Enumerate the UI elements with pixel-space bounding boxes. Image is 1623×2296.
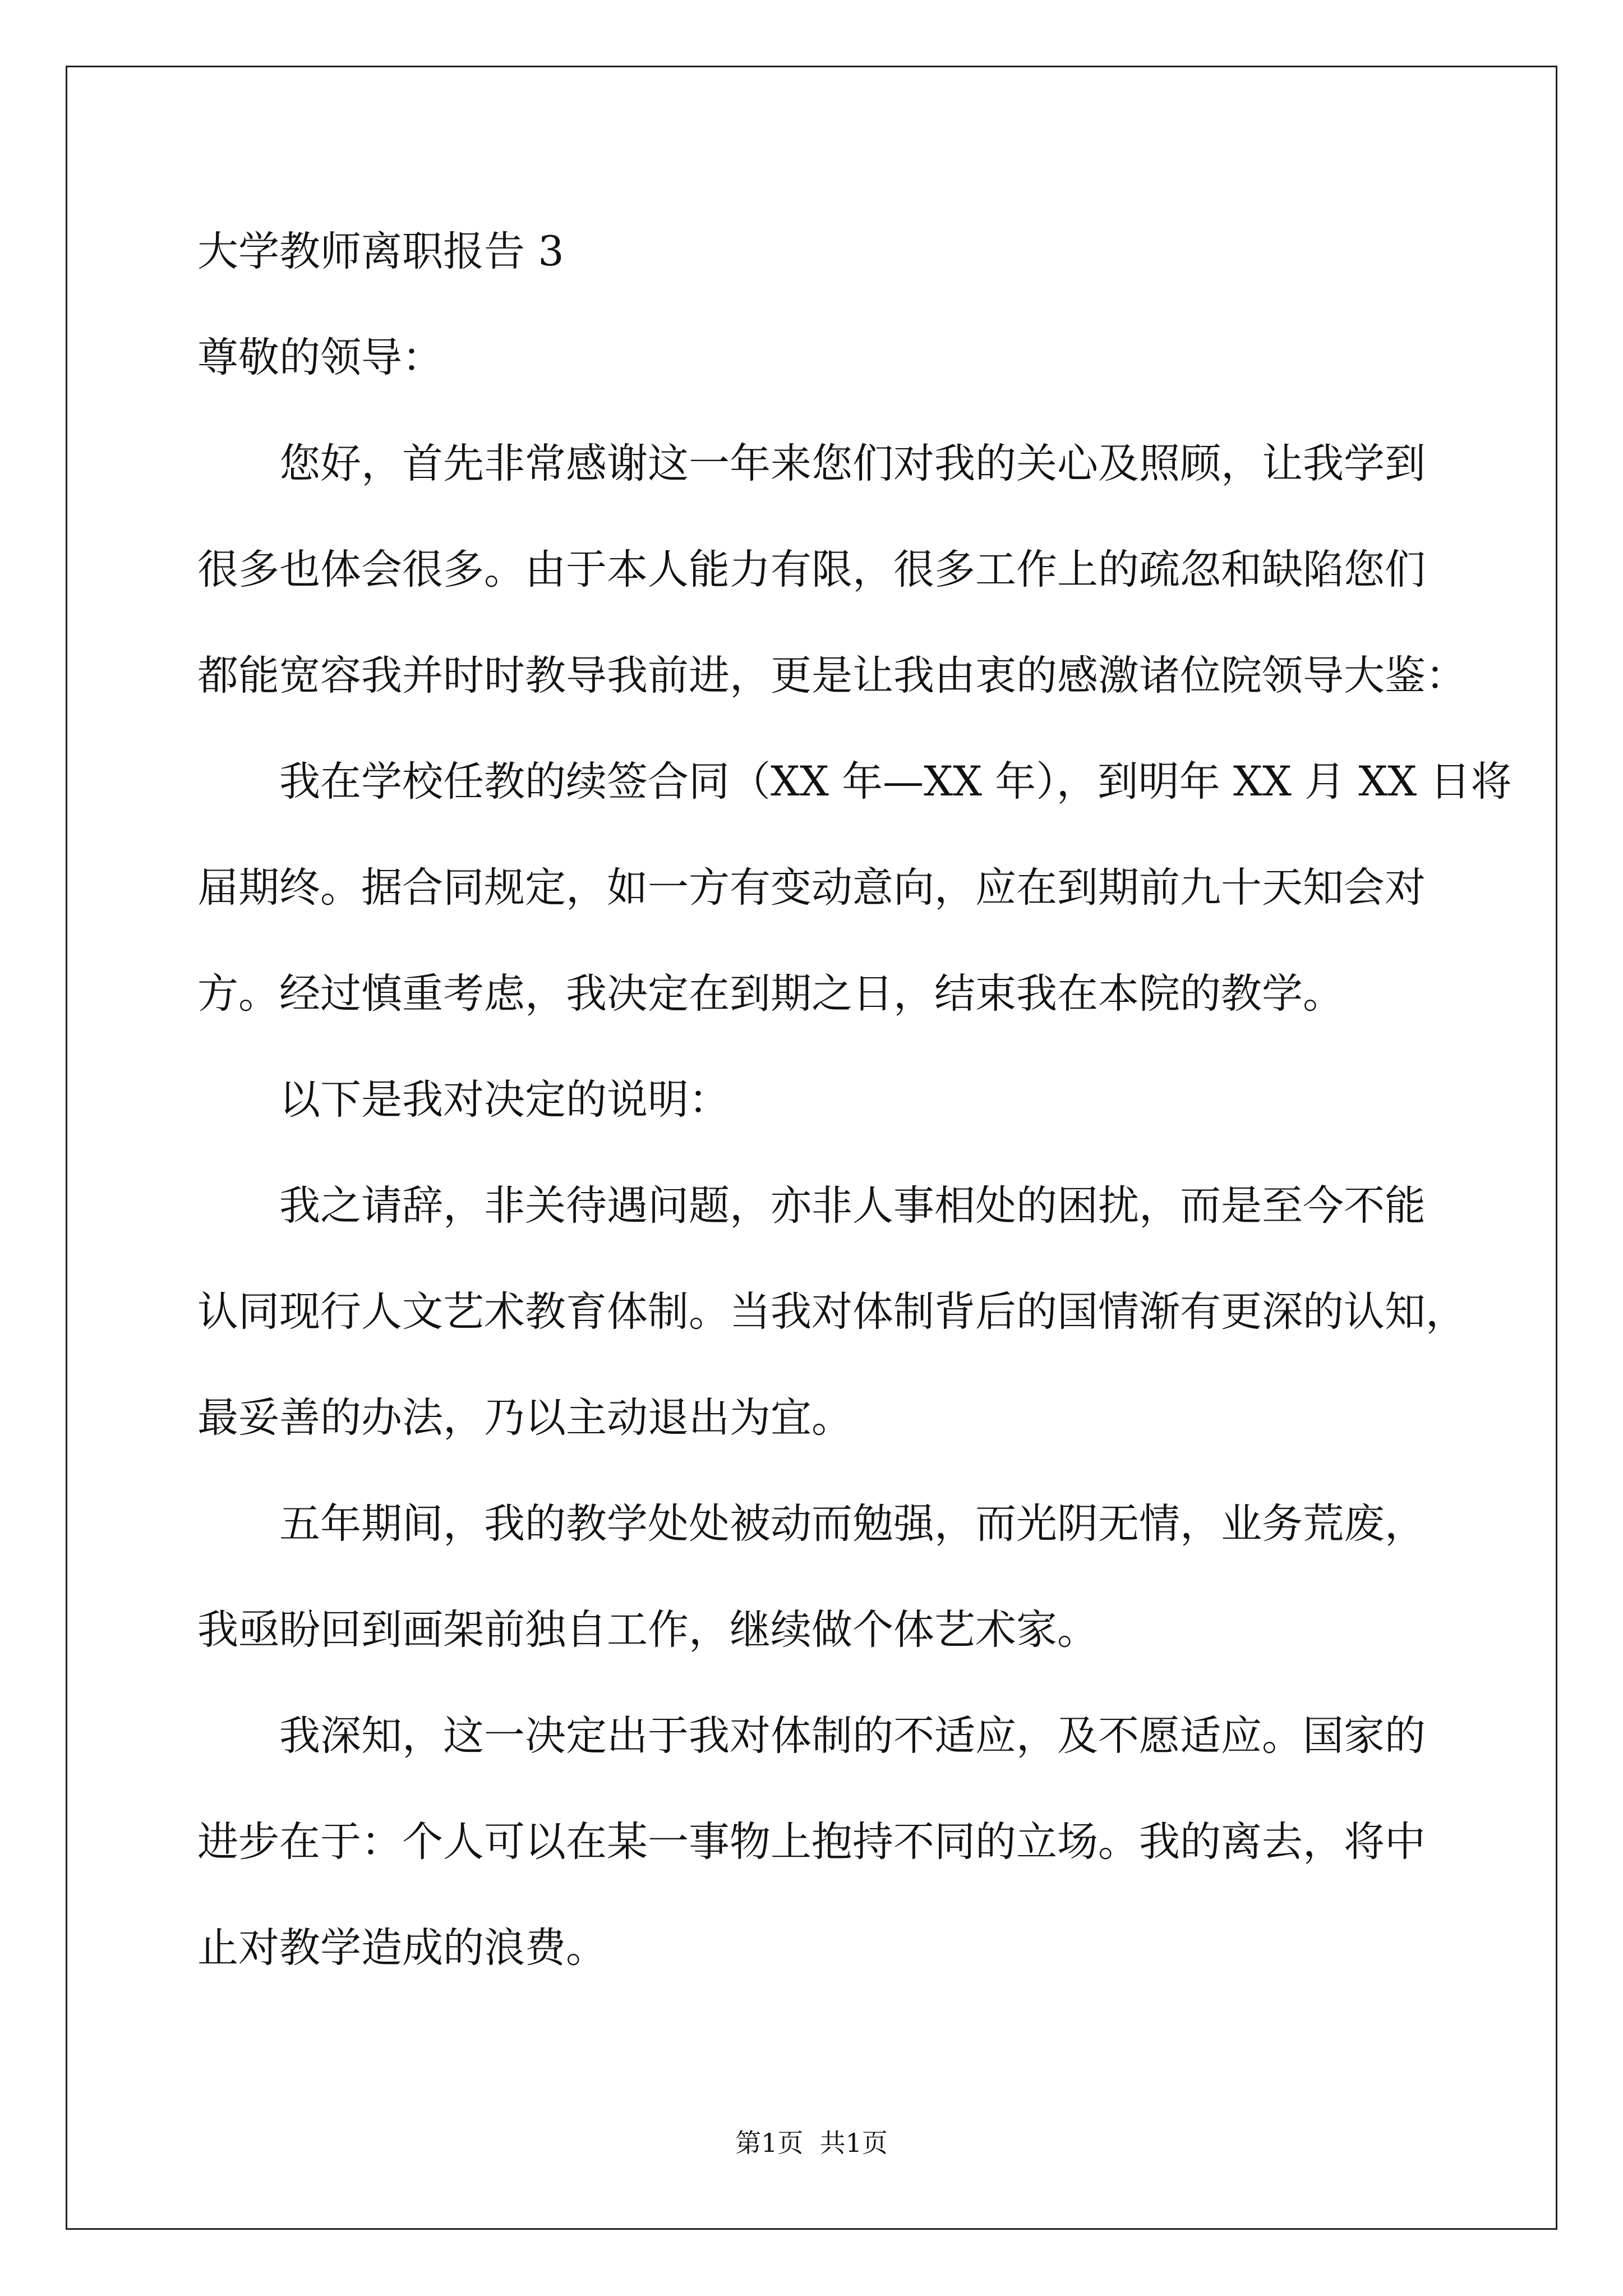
document-title: 大学教师离职报告 3 — [197, 228, 564, 275]
paragraph-contract — [197, 729, 1543, 1047]
paragraph-line: 我深知，这一决定出于我对体制的不适应，及不愿适应。国家的 — [279, 1712, 1426, 1760]
paragraph-line: 您好，首先非常感谢这一年来您们对我的关心及照顾，让我学到 — [279, 440, 1426, 487]
paragraph-line: 届期终。据合同规定，如一方有变动意向，应在到期前九十天知会对 — [197, 864, 1426, 912]
paragraph-reason — [197, 1153, 1543, 1471]
paragraph-explanation-intro — [197, 1047, 1543, 1153]
document-body — [197, 199, 1543, 2001]
paragraph-line: 止对教学造成的浪费。 — [197, 1924, 607, 1972]
page-number-footer: 第1页 共1页 — [735, 2128, 888, 2158]
paragraph-line: 很多也体会很多。由于本人能力有限，很多工作上的疏忽和缺陷您们 — [197, 546, 1426, 593]
paragraph-line: 方。经过慎重考虑，我决定在到期之日，结束我在本院的教学。 — [197, 970, 1344, 1018]
paragraph-line: 认同现行人文艺术教育体制。当我对体制背后的国情渐有更深的认知， — [197, 1288, 1467, 1336]
paragraph-line: 我在学校任教的续签合同（XX 年—XX 年），到明年 XX 月 XX 日将 — [279, 758, 1512, 806]
paragraph-line: 五年期间，我的教学处处被动而勉强，而光阴无情，业务荒废， — [279, 1500, 1426, 1548]
paragraph-line: 最妥善的办法，乃以主动退出为宜。 — [197, 1394, 852, 1442]
paragraph-five-years — [197, 1471, 1543, 1683]
paragraph-line: 以下是我对决定的说明： — [279, 1076, 730, 1124]
paragraph-line: 都能宽容我并时时教导我前进，更是让我由衷的感激诸位院领导大鉴： — [197, 652, 1467, 700]
paragraph-line: 我亟盼回到画架前独自工作，继续做个体艺术家。 — [197, 1606, 1098, 1654]
paragraph-conclusion — [197, 1683, 1543, 2001]
paragraph-line: 我之请辞，非关待遇问题，亦非人事相处的困扰，而是至今不能 — [279, 1182, 1426, 1230]
paragraph-line: 进步在于：个人可以在某一事物上抱持不同的立场。我的离去，将中 — [197, 1818, 1426, 1866]
salutation: 尊敬的领导： — [197, 334, 443, 381]
paragraph-greeting — [197, 411, 1543, 729]
